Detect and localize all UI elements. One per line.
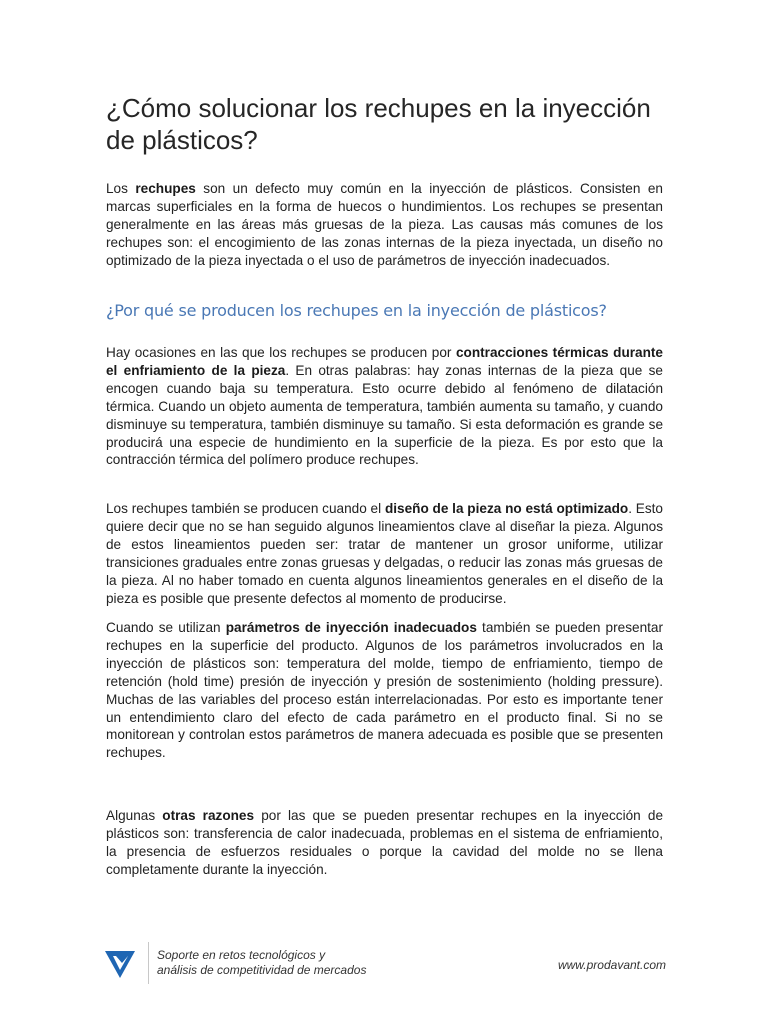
section-heading: ¿Por qué se producen los rechupes en la inyección de plásticos? xyxy=(106,301,607,320)
paragraph-bold: diseño de la pieza no está optimizado xyxy=(384,501,629,516)
paragraph-text-pre: Cuando se utilizan xyxy=(106,620,226,635)
paragraph-text-pre: Los rechupes también se producen cuando el xyxy=(106,501,385,516)
website-link[interactable]: www.prodavant.com xyxy=(557,958,666,972)
paragraph-text-post: . Esto quiere decir que no se han seguido algunos lineamientos clave al diseñar la pieza. Algunos de estos lineamientos pueden ser: tratar de mantener un grosor uniforme, utilizar transiciones graduales entre zonas gruesas y delgadas, o reducir las zonas más gruesas de la pieza. Al no haber tomado en cuenta algunos lineamientos generales en el diseño de la pieza es posible que presente defectos al momento de producirse. xyxy=(106,501,663,606)
paragraph-other-reasons xyxy=(106,807,663,879)
tagline-line-1: Soporte en retos tecnológicos y xyxy=(157,948,326,962)
paragraph-bold: contracciones térmicas durante el enfriamiento de la pieza xyxy=(106,345,663,378)
intro-bold: rechupes xyxy=(135,181,196,196)
prodavant-logo-icon xyxy=(104,948,136,980)
intro-paragraph xyxy=(106,180,663,270)
paragraph-text-pre: Algunas xyxy=(106,808,163,823)
paragraph-text-post: por las que se pueden presentar rechupes en la inyección de plásticos son: transferencia de calor inadecuada, problemas en el sistema de enfriamiento, la presencia de esfuerzos residuales o porque la cavidad del molde no se llena completamente durante la inyección. xyxy=(106,808,663,877)
intro-text-post: son un defecto muy común en la inyección de plásticos. Consisten en marcas superficiales en la forma de huecos o hundimientos. Los rechupes se presentan generalmente en las áreas más gruesas de la pieza. Las causas más comunes de los rechupes son: el encogimiento de las zonas internas de la pieza inyectada, un diseño no optimizado de la pieza inyectada o el uso de parámetros de inyección inadecuados. xyxy=(106,181,663,268)
intro-text-pre: Los xyxy=(106,181,136,196)
paragraph-design xyxy=(106,500,663,607)
paragraph-text-post: también se pueden presentar rechupes en la superficie del producto. Algunos de los parámetros involucrados en la inyección de plásticos son: temperatura del molde, tiempo de enfriamiento, tiempo de retención (hold time) presión de inyección y presión de sostenimiento (holding pressure). Muchas de las variables del proceso están interrelacionadas. Por esto es importante tener un entendimiento claro del efecto de cada parámetro en el producto final. Si no se monitorean y controlan estos parámetros de manera adecuada es posible que se presenten rechupes. xyxy=(106,620,663,761)
paragraph-bold: parámetros de inyección inadecuados xyxy=(225,620,477,635)
paragraph-text-pre: Hay ocasiones en las que los rechupes se producen por xyxy=(106,345,456,360)
page-title: ¿Cómo solucionar los rechupes en la inyección de plásticos? xyxy=(106,93,651,155)
paragraph-thermal xyxy=(106,344,663,469)
tagline-line-2: análisis de competitividad de mercados xyxy=(157,963,367,977)
paragraph-text-post: . En otras palabras: hay zonas internas de la pieza que se encogen cuando baja su temperatura. Esto ocurre debido al fenómeno de dilatación térmica. Cuando un objeto aumenta de temperatura, también aumenta su tamaño, y cuando disminuye su temperatura, también disminuye su tamaño. Si esta deformación es grande se producirá una especie de hundimiento en la superficie de la pieza. Es por esto que la contracción térmica del polímero produce rechupes. xyxy=(106,362,663,468)
footer-divider xyxy=(148,942,149,984)
paragraph-parameters xyxy=(106,619,663,762)
footer-tagline xyxy=(157,948,366,978)
page-footer xyxy=(104,940,666,984)
paragraph-bold: otras razones xyxy=(162,808,255,823)
